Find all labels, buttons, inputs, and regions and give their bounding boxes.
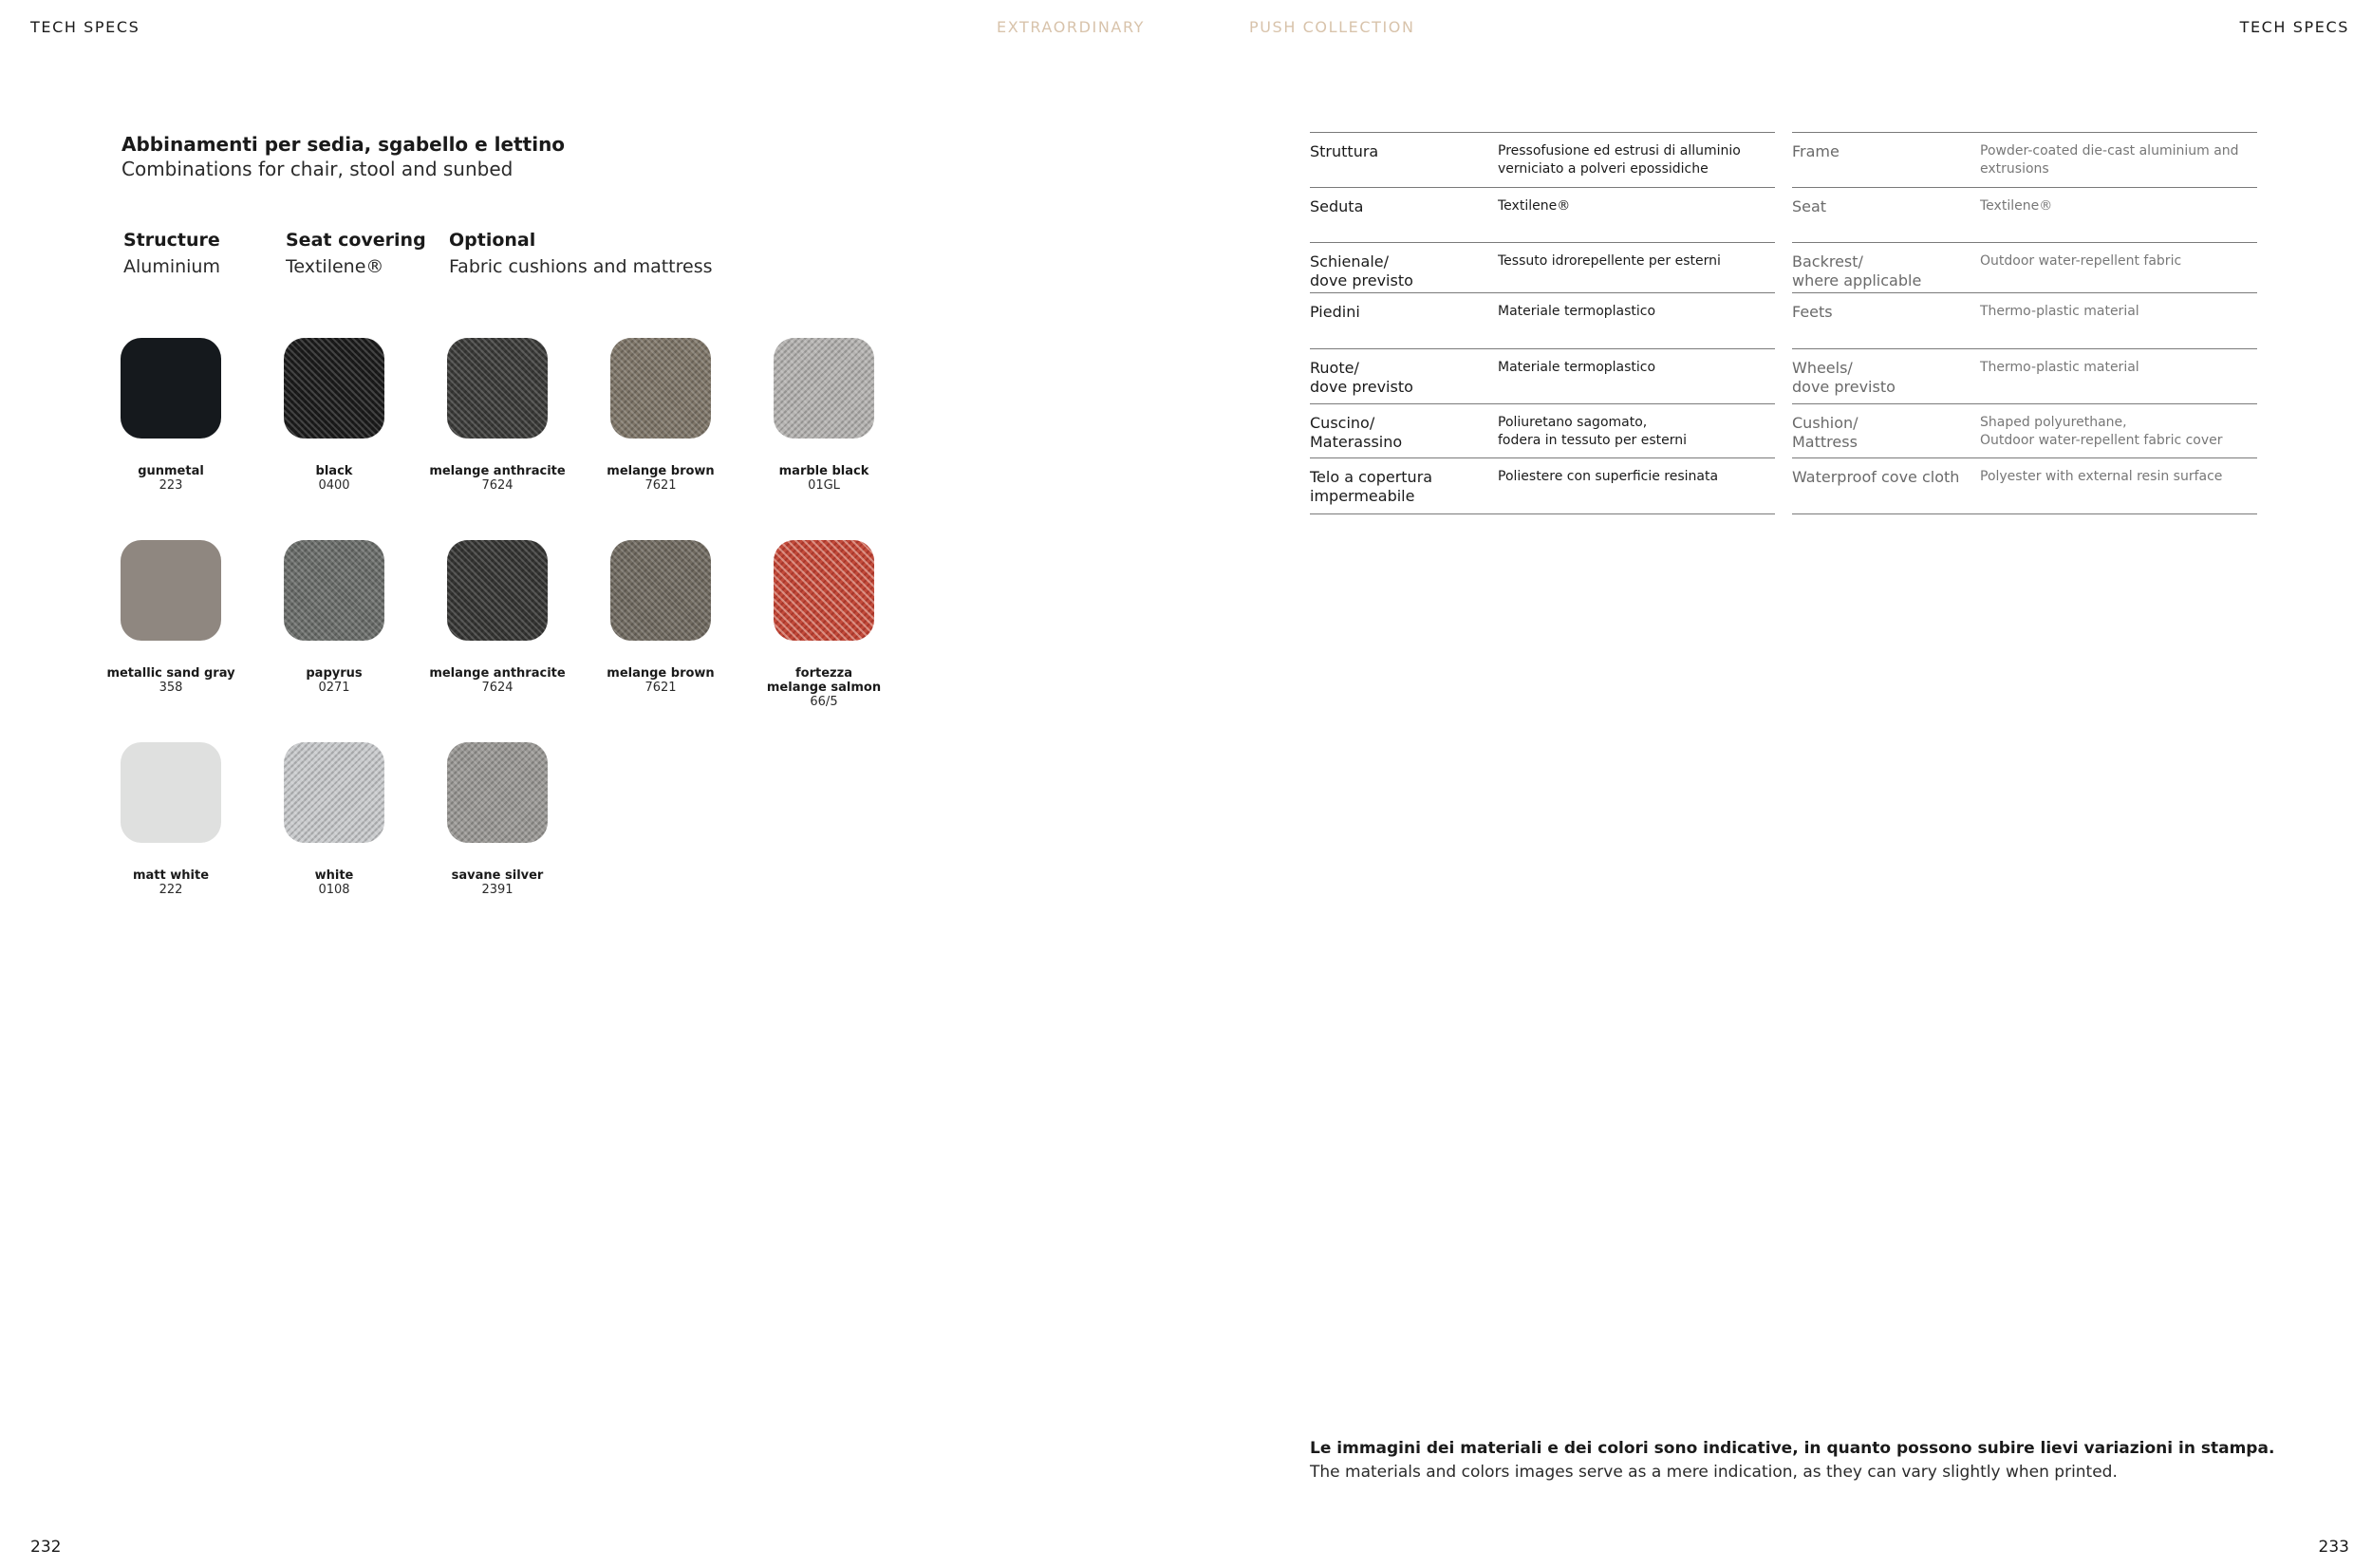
swatch-item — [416, 742, 579, 897]
swatch-item — [89, 540, 252, 695]
spec-row — [1792, 457, 2257, 514]
swatch-name: melange anthracite — [429, 464, 566, 478]
spec-row — [1310, 132, 1775, 187]
spec-row-label: Piedini — [1310, 303, 1360, 321]
combinations-title: Abbinamenti per sedia, sgabello e lettino — [121, 133, 566, 156]
swatch-name: white — [314, 868, 354, 883]
swatch-code: 7621 — [644, 478, 677, 493]
swatch-name: fortezza melange salmon — [766, 666, 882, 695]
spec-row-value: Tessuto idrorepellente per esterni — [1498, 253, 1721, 269]
spec-seat-covering — [286, 230, 426, 277]
swatch-code: 7621 — [644, 681, 677, 695]
swatch-code: 2391 — [481, 883, 514, 897]
swatch-tile — [121, 338, 221, 439]
swatch-name: marble black — [778, 464, 869, 478]
spec-row — [1310, 242, 1775, 292]
swatch-name: gunmetal — [138, 464, 204, 478]
spec-row-label: Telo a copertura impermeabile — [1310, 468, 1433, 505]
swatch-name: metallic sand gray — [106, 666, 235, 681]
spec-optional — [449, 230, 713, 277]
spec-row — [1310, 457, 1775, 514]
swatch-tile — [447, 742, 548, 843]
swatch-tile — [284, 338, 384, 439]
spec-label: Seat covering — [286, 230, 426, 251]
spec-row — [1792, 132, 2257, 187]
spec-row-value: Textilene® — [1498, 198, 1571, 214]
swatch-tile — [284, 742, 384, 843]
spec-row-label: Cushion/ Mattress — [1792, 414, 1858, 451]
swatch-name: melange brown — [607, 666, 715, 681]
swatch-tile — [610, 338, 711, 439]
swatch-item — [742, 540, 906, 709]
spec-row-label: Feets — [1792, 303, 1833, 321]
spec-row-value: Thermo-plastic material — [1980, 360, 2139, 375]
swatch-code: 0400 — [318, 478, 350, 493]
spec-row-value: Shaped polyurethane, Outdoor water-repellent fabric cover — [1980, 415, 2223, 448]
swatch-item — [579, 540, 742, 695]
spec-row-value: Materiale termoplastico — [1498, 304, 1656, 319]
spec-row-value: Materiale termoplastico — [1498, 360, 1656, 375]
swatch-code: 01GL — [808, 478, 840, 493]
swatch-code: 0271 — [318, 681, 350, 695]
spec-row — [1310, 292, 1775, 348]
page-number-left: 232 — [30, 1538, 62, 1557]
header-right-label: TECH SPECS — [2239, 18, 2349, 36]
swatch-tile — [774, 540, 874, 641]
swatch-code: 7624 — [481, 478, 514, 493]
combinations-subtitle: Combinations for chair, stool and sunbed — [121, 158, 514, 180]
swatch-name: savane silver — [451, 868, 544, 883]
disclaimer-italian: Le immagini dei materiali e dei colori sono indicative, in quanto possono subire lievi variazioni in stampa. — [1310, 1439, 2275, 1458]
swatch-code: 358 — [159, 681, 183, 695]
spec-table-italian — [1310, 132, 1775, 514]
swatch-item — [252, 338, 416, 493]
swatch-item — [416, 540, 579, 695]
swatch-name: black — [315, 464, 353, 478]
header-collection-title: PUSH COLLECTION — [1249, 18, 1415, 36]
spec-table-english — [1792, 132, 2257, 514]
swatch-code: 223 — [159, 478, 183, 493]
swatch-name: melange anthracite — [429, 666, 566, 681]
swatch-code: 66/5 — [810, 695, 838, 709]
spec-row-label: Backrest/ where applicable — [1792, 252, 1922, 289]
spec-row-label: Cuscino/ Materassino — [1310, 414, 1403, 451]
spec-row-label: Schienale/ dove previsto — [1310, 252, 1413, 289]
spec-value: Fabric cushions and mattress — [449, 256, 713, 277]
spec-label: Optional — [449, 230, 536, 251]
swatch-name: melange brown — [607, 464, 715, 478]
spec-label: Structure — [123, 230, 220, 251]
spec-row-value: Outdoor water-repellent fabric — [1980, 253, 2182, 269]
swatch-item — [89, 338, 252, 493]
swatch-item — [252, 540, 416, 695]
spec-row — [1792, 348, 2257, 403]
spec-row-value: Powder-coated die-cast aluminium and extrusions — [1980, 143, 2239, 177]
spec-row — [1310, 348, 1775, 403]
spec-row-label: Ruote/ dove previsto — [1310, 359, 1413, 396]
swatch-name: papyrus — [306, 666, 363, 681]
spec-row-label: Wheels/ dove previsto — [1792, 359, 1896, 396]
swatch-code: 7624 — [481, 681, 514, 695]
spec-row-label: Seat — [1792, 197, 1827, 215]
spec-row — [1792, 242, 2257, 292]
spec-row — [1310, 403, 1775, 457]
swatch-tile — [284, 540, 384, 641]
spec-row-value: Thermo-plastic material — [1980, 304, 2139, 319]
spec-value: Aluminium — [123, 256, 220, 277]
swatch-item — [579, 338, 742, 493]
swatch-name: matt white — [132, 868, 210, 883]
swatch-tile — [610, 540, 711, 641]
swatch-item — [252, 742, 416, 897]
spec-value: Textilene® — [286, 256, 384, 277]
spec-row-label: Frame — [1792, 142, 1840, 160]
swatch-tile — [447, 338, 548, 439]
header-collection-name: EXTRAORDINARY — [997, 18, 1146, 36]
swatch-code: 222 — [159, 883, 183, 897]
spec-structure — [123, 230, 220, 277]
swatch-item — [416, 338, 579, 493]
spec-row-label: Seduta — [1310, 197, 1364, 215]
spec-row — [1310, 187, 1775, 242]
spec-row-value: Poliuretano sagomato, fodera in tessuto per esterni — [1498, 415, 1688, 448]
page-number-right: 233 — [2318, 1538, 2349, 1557]
swatch-tile — [121, 540, 221, 641]
swatch-tile — [774, 338, 874, 439]
swatch-item — [89, 742, 252, 897]
swatch-tile — [121, 742, 221, 843]
spec-row-value: Polyester with external resin surface — [1980, 469, 2223, 484]
swatch-tile — [447, 540, 548, 641]
spec-row-value: Textilene® — [1980, 198, 2053, 214]
disclaimer-english: The materials and colors images serve as a mere indication, as they can vary slightly when printed. — [1310, 1463, 2118, 1482]
spec-row-label: Struttura — [1310, 142, 1379, 160]
spec-row-value: Pressofusione ed estrusi di alluminio verniciato a polveri epossidiche — [1498, 143, 1741, 177]
swatch-item — [742, 338, 906, 493]
spec-row — [1792, 292, 2257, 348]
spec-row-value: Poliestere con superficie resinata — [1498, 469, 1719, 484]
spec-row-label: Waterproof cove cloth — [1792, 468, 1960, 486]
header-left-label: TECH SPECS — [30, 18, 140, 36]
spec-row — [1792, 187, 2257, 242]
spec-row — [1792, 403, 2257, 457]
swatch-code: 0108 — [318, 883, 350, 897]
